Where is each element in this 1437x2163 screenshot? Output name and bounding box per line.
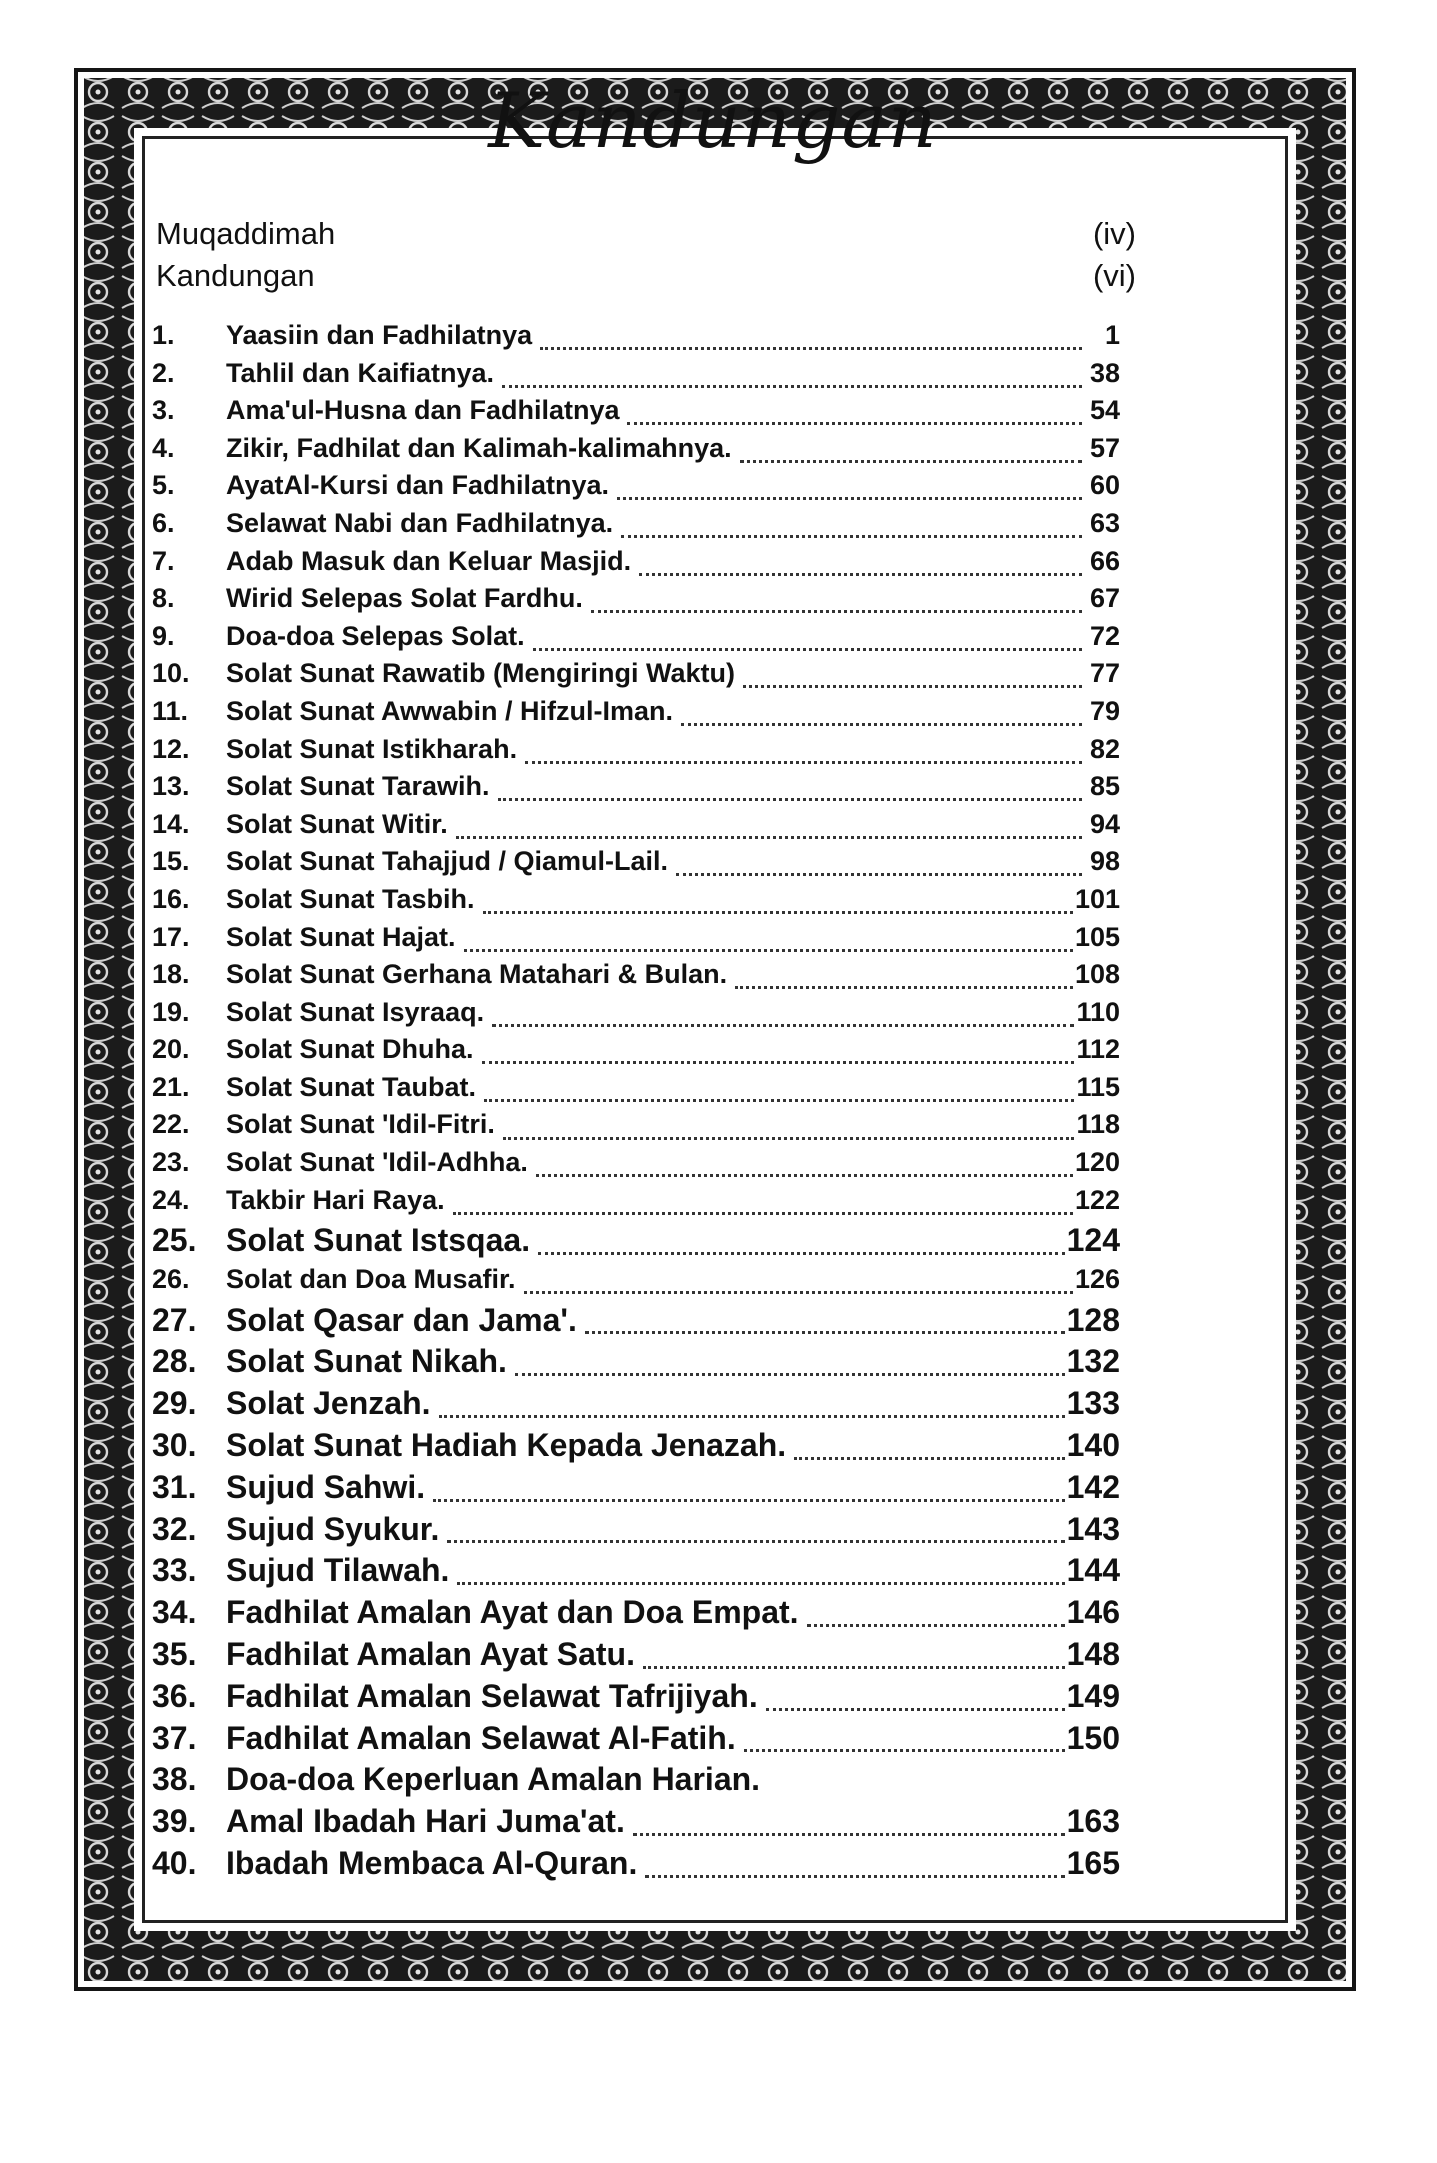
toc-entry: [152, 1264, 1120, 1302]
toc-entry-title: Fadhilat Amalan Selawat Al-Fatih.: [226, 1719, 736, 1756]
toc-entry-title: Solat Sunat Isyraaq.: [226, 996, 485, 1027]
toc-entry-number: 37.: [152, 1719, 197, 1756]
toc-entry-number: 7.: [152, 545, 175, 576]
toc-entry-page: 120: [1074, 1147, 1120, 1178]
toc-entry: [152, 1636, 1120, 1678]
dot-leader: [456, 814, 1082, 839]
dot-leader: [591, 589, 1082, 614]
toc-entry-title: Zikir, Fadhilat dan Kalimah-kalimahnya.: [226, 432, 732, 463]
toc-entry-title: Solat Sunat 'Idil-Fitri.: [226, 1109, 495, 1140]
toc-entry-number: 21.: [152, 1071, 190, 1102]
dot-leader: [538, 1227, 1065, 1256]
toc-entry-number: 2.: [152, 357, 175, 388]
toc-entry: [152, 771, 1120, 809]
toc-entry-title: Doa-doa Selepas Solat.: [226, 620, 525, 651]
toc-entry: [152, 320, 1120, 358]
dot-leader: [515, 1348, 1065, 1377]
toc-entry-title: Tahlil dan Kaifiatnya.: [226, 357, 495, 388]
prelim-label: Muqaddimah: [156, 216, 336, 251]
toc-entry-title: Doa-doa Keperluan Amalan Harian.: [226, 1761, 761, 1798]
toc-entry: [152, 1803, 1120, 1845]
dot-leader: [643, 1640, 1065, 1669]
dot-leader: [676, 852, 1082, 877]
toc-entry-page: 149: [1066, 1677, 1120, 1714]
toc-entry-number: 16.: [152, 883, 190, 914]
toc-entry-title: Solat Sunat Taubat.: [226, 1071, 477, 1102]
dot-leader: [483, 889, 1073, 914]
toc-entry-number: 30.: [152, 1427, 197, 1464]
toc-entry-number: 20.: [152, 1034, 190, 1065]
toc-entry-number: 22.: [152, 1109, 190, 1140]
dot-leader: [533, 626, 1082, 651]
toc-entry-number: 9.: [152, 620, 175, 651]
toc-entry: [152, 1109, 1120, 1147]
toc-entry-page: 163: [1066, 1803, 1120, 1840]
toc-entry-title: Solat Sunat Dhuha.: [226, 1034, 474, 1065]
toc-entry: [152, 658, 1120, 696]
toc-entry-number: 10.: [152, 658, 190, 689]
toc-entry-title: Fadhilat Amalan Ayat dan Doa Empat.: [226, 1594, 799, 1631]
toc-entry: [152, 470, 1120, 508]
toc-entry-title: Solat Sunat Hadiah Kepada Jenazah.: [226, 1427, 787, 1464]
toc-entry-title: Solat Sunat Tahajjud / Qiamul-Lail.: [226, 846, 669, 877]
dot-leader: [536, 1153, 1073, 1178]
toc-entry: [152, 621, 1120, 659]
toc-entry: [152, 1845, 1120, 1887]
dot-leader: [453, 1190, 1073, 1215]
dot-leader: [457, 1557, 1064, 1586]
dot-leader: [766, 1682, 1065, 1711]
prelim-page: (vi): [1092, 258, 1136, 293]
toc-entry: [152, 1469, 1120, 1511]
toc-entry: [152, 1552, 1120, 1594]
toc-entry-title: Solat dan Doa Musafir.: [226, 1264, 516, 1295]
dot-leader: [482, 1040, 1075, 1065]
toc-entry-page: 126: [1074, 1264, 1120, 1295]
toc-entry-title: Solat Sunat Istsqaa.: [226, 1222, 531, 1259]
dot-leader: [744, 1724, 1065, 1753]
prelim-label: Kandungan: [156, 258, 315, 293]
toc-entry-number: 31.: [152, 1468, 197, 1505]
dot-leader: [525, 739, 1082, 764]
toc-entry-number: 26.: [152, 1264, 190, 1295]
toc-entry-title: AyatAl-Kursi dan Fadhilatnya.: [226, 470, 610, 501]
toc-entry-title: Ibadah Membaca Al-Quran.: [226, 1845, 638, 1881]
toc-entry-number: 1.: [152, 320, 175, 350]
toc-entry-page: 66: [1089, 545, 1120, 576]
toc-entry: [152, 884, 1120, 922]
toc-entry-page: 128: [1066, 1301, 1120, 1338]
toc-entry: [152, 997, 1120, 1035]
toc-entry: [152, 395, 1120, 433]
dot-leader: [621, 513, 1082, 538]
toc-entry: [152, 1302, 1120, 1344]
toc-entry-title: Adab Masuk dan Keluar Masjid.: [226, 545, 632, 576]
toc-entry-page: 63: [1089, 507, 1120, 538]
dot-leader: [743, 664, 1082, 689]
dot-leader: [503, 1115, 1075, 1140]
toc-entry-page: 77: [1089, 658, 1120, 689]
toc-entry: [152, 1185, 1120, 1223]
toc-entry-number: 15.: [152, 846, 190, 877]
toc-entry-page: 98: [1089, 846, 1120, 877]
toc-entry-page: 101: [1074, 883, 1120, 914]
toc-entry-page: 122: [1074, 1184, 1120, 1215]
toc-entry-page: 144: [1066, 1552, 1120, 1589]
toc-entry: [152, 1034, 1120, 1072]
toc-entry-page: 110: [1076, 996, 1120, 1027]
toc-entry-page: 57: [1089, 432, 1120, 463]
toc-entry-number: 34.: [152, 1594, 197, 1631]
toc-entry: [152, 809, 1120, 847]
toc-entry-title: Fadhilat Amalan Ayat Satu.: [226, 1636, 635, 1673]
toc-entry-page: 165: [1066, 1845, 1120, 1881]
toc-entry: [152, 508, 1120, 546]
toc-entry: [152, 734, 1120, 772]
dot-leader: [447, 1515, 1064, 1544]
toc-entry-page: 112: [1076, 1034, 1120, 1065]
toc-entry: [152, 922, 1120, 960]
toc-entry: [152, 1222, 1120, 1264]
toc-entry: [152, 583, 1120, 621]
dot-leader: [740, 438, 1082, 463]
dot-leader: [498, 777, 1082, 802]
toc-entry: [152, 1072, 1120, 1110]
toc-entry-page: 94: [1089, 808, 1120, 839]
toc-entry-page: 1: [1104, 320, 1120, 350]
toc-entry-title: Amal Ibadah Hari Juma'at.: [226, 1803, 625, 1840]
toc-entry-title: Selawat Nabi dan Fadhilatnya.: [226, 507, 614, 538]
toc-entry-page: 67: [1089, 583, 1120, 614]
toc-entry-number: 32.: [152, 1510, 197, 1547]
toc-entry-page: 54: [1089, 395, 1120, 426]
dot-leader: [439, 1389, 1065, 1418]
toc-entry-title: Solat Sunat Hajat.: [226, 921, 456, 952]
toc-entry-number: 4.: [152, 432, 175, 463]
toc-entry-title: Solat Sunat Rawatib (Mengiringi Waktu): [226, 658, 736, 689]
toc-entry: [152, 846, 1120, 884]
toc-entry-number: 8.: [152, 583, 175, 614]
toc-entry: [152, 433, 1120, 471]
dot-leader: [639, 551, 1082, 576]
toc-entry-number: 13.: [152, 771, 190, 802]
toc-entry-title: Wirid Selepas Solat Fardhu.: [226, 583, 583, 614]
toc-entry-number: 14.: [152, 808, 190, 839]
toc-entry: [152, 1761, 1120, 1803]
toc-entry: [152, 696, 1120, 734]
toc-entry-number: 19.: [152, 996, 190, 1027]
dot-leader: [492, 1002, 1074, 1027]
dot-leader: [524, 1270, 1073, 1295]
toc-entry-title: Solat Sunat Awwabin / Hifzul-Iman.: [226, 695, 674, 726]
toc-entry: [152, 1720, 1120, 1762]
toc-entry: [152, 1147, 1120, 1185]
toc-entry-number: 17.: [152, 921, 190, 952]
toc-entry-title: Ama'ul-Husna dan Fadhilatnya: [226, 395, 620, 426]
toc-entry-page: 79: [1089, 695, 1120, 726]
toc-entry-page: 105: [1074, 921, 1120, 952]
toc-entry-page: 132: [1066, 1343, 1120, 1380]
toc-entry-title: Takbir Hari Raya.: [226, 1184, 445, 1215]
toc-entry-title: Solat Sunat Istikharah.: [226, 733, 518, 764]
toc-entry-page: 140: [1066, 1427, 1120, 1464]
dot-leader: [484, 1077, 1074, 1102]
toc-entry-page: 143: [1066, 1510, 1120, 1547]
toc-entry-page: 148: [1066, 1636, 1120, 1673]
toc-entry-number: 5.: [152, 470, 175, 501]
toc-entry-title: Solat Sunat Witir.: [226, 808, 448, 839]
toc-entry-number: 33.: [152, 1552, 197, 1589]
dot-leader: [794, 1431, 1064, 1460]
toc-entry-page: 82: [1089, 733, 1120, 764]
toc-entry: [152, 1385, 1120, 1427]
toc-entry-title: Sujud Syukur.: [226, 1510, 440, 1547]
toc-entry: [152, 1511, 1120, 1553]
toc-entry-page: 118: [1076, 1109, 1120, 1140]
dot-leader: [585, 1306, 1065, 1335]
toc-entry-number: 6.: [152, 507, 175, 538]
toc-entry-page: 142: [1066, 1468, 1120, 1505]
prelim-item: [156, 258, 1136, 294]
toc-entry: [152, 959, 1120, 997]
toc-entry-number: 11.: [152, 695, 189, 726]
toc-entry-title: Sujud Sahwi.: [226, 1468, 426, 1505]
toc-entry-page: 38: [1089, 357, 1120, 388]
dot-leader: [645, 1849, 1064, 1878]
toc-entry-title: Solat Sunat 'Idil-Adhha.: [226, 1147, 528, 1178]
dot-leader: [464, 927, 1073, 952]
dot-leader: [627, 401, 1082, 426]
toc-entry-number: 39.: [152, 1803, 197, 1840]
toc-entry: [152, 1678, 1120, 1720]
toc-entry-number: 25.: [152, 1222, 197, 1259]
toc-entry-number: 38.: [152, 1761, 197, 1798]
toc-entry-title: Solat Sunat Tasbih.: [226, 883, 475, 914]
prelim-item: [156, 216, 1136, 252]
toc-entry-page: 85: [1089, 771, 1120, 802]
toc-entry: [152, 358, 1120, 396]
toc-entry-title: Solat Jenzah.: [226, 1385, 431, 1422]
toc-entry-number: 18.: [152, 959, 190, 990]
toc-entry-page: 150: [1066, 1719, 1120, 1756]
toc-entry-page: 133: [1066, 1385, 1120, 1422]
dot-leader: [735, 965, 1073, 990]
prelim-page: (iv): [1092, 216, 1136, 251]
toc-entry-number: 3.: [152, 395, 175, 426]
toc-entry-title: Solat Sunat Nikah.: [226, 1343, 507, 1380]
dot-leader: [502, 363, 1082, 388]
dot-leader: [807, 1598, 1065, 1627]
toc-entry: [152, 1594, 1120, 1636]
toc-entry-title: Sujud Tilawah.: [226, 1552, 450, 1589]
toc-entry: [152, 1427, 1120, 1469]
toc-entry-title: Solat Sunat Tarawih.: [226, 771, 490, 802]
table-of-contents: [152, 320, 1120, 1887]
toc-entry-page: 108: [1074, 959, 1120, 990]
toc-entry-number: 12.: [152, 733, 190, 764]
toc-entry-page: 72: [1089, 620, 1120, 651]
dot-leader: [681, 701, 1082, 726]
toc-entry-page: 146: [1066, 1594, 1120, 1631]
toc-entry-number: 27.: [152, 1301, 197, 1338]
toc-entry-number: 29.: [152, 1385, 197, 1422]
toc-entry-page: 60: [1089, 470, 1120, 501]
toc-entry-number: 28.: [152, 1343, 197, 1380]
dot-leader: [433, 1473, 1064, 1502]
toc-entry-number: 24.: [152, 1184, 190, 1215]
toc-entry: [152, 1343, 1120, 1385]
toc-entry-page: 124: [1066, 1222, 1120, 1259]
toc-entry-number: 36.: [152, 1677, 197, 1714]
dot-leader: [540, 325, 1082, 350]
toc-entry: [152, 546, 1120, 584]
toc-entry-page: 115: [1076, 1071, 1120, 1102]
toc-entry-number: 35.: [152, 1636, 197, 1673]
toc-entry-title: Solat Qasar dan Jama'.: [226, 1301, 577, 1338]
toc-entry-number: 40.: [152, 1845, 197, 1881]
toc-entry-title: Fadhilat Amalan Selawat Tafrijiyah.: [226, 1677, 758, 1714]
dot-leader: [617, 476, 1082, 501]
page-title: Kandungan: [488, 76, 938, 165]
toc-entry-title: Yaasiin dan Fadhilatnya: [226, 320, 533, 350]
toc-entry-number: 23.: [152, 1147, 190, 1178]
toc-entry-title: Solat Sunat Gerhana Matahari & Bulan.: [226, 959, 728, 990]
dot-leader: [633, 1807, 1065, 1836]
